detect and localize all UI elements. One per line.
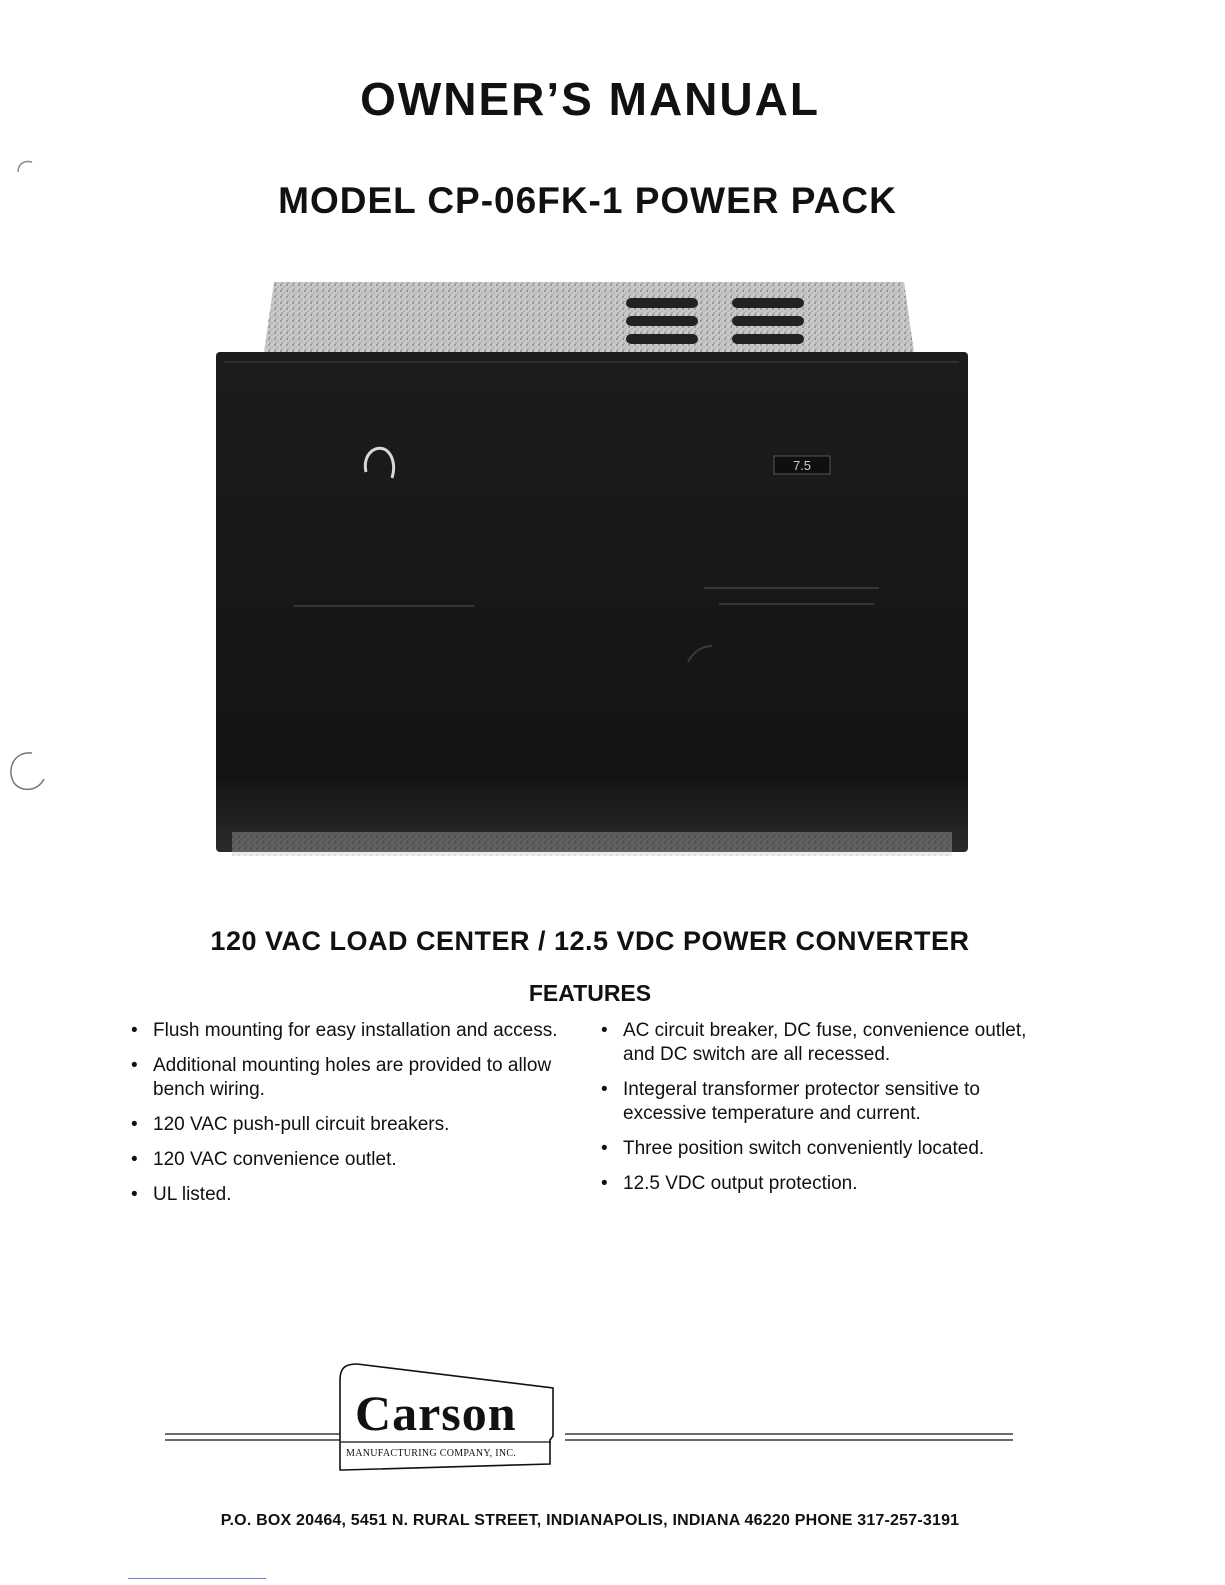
fuse-rating: 7.5 [792,458,812,473]
power-pack-photo [214,272,972,868]
company-logo-subtitle: MANUFACTURING COMPANY, INC. [346,1448,517,1459]
feature-item: • 12.5 VDC output protection. [601,1172,1061,1196]
feature-item: • UL listed. [131,1183,561,1207]
punch-hole [4,747,50,797]
divider [128,1578,266,1579]
front-panel [216,352,968,852]
company-logo-frame [165,1358,1015,1478]
features-heading: FEATURES [528,980,652,1006]
chassis-top [264,282,914,352]
feature-item: • 120 VAC push-pull circuit breakers. [131,1113,561,1137]
feature-item: • 120 VAC convenience outlet. [131,1148,561,1172]
model-subtitle: MODEL CP-06FK-1 POWER PACK [278,180,897,221]
feature-item: • AC circuit breaker, DC fuse, convenience outlet, and DC switch are all recessed. [601,1019,1061,1067]
feature-item: • Flush mounting for easy installation and access. [131,1019,561,1043]
product-tagline: 120 VAC LOAD CENTER / 12.5 VDC POWER CONVERTER [210,926,970,956]
feature-item: • Integeral transformer protector sensitive to excessive temperature and current. [601,1078,1061,1126]
feature-item: • Additional mounting holes are provided to allow bench wiring. [131,1054,561,1102]
feature-item: • Three position switch conveniently located. [601,1137,1061,1161]
company-logo-name: Carson [355,1385,517,1441]
features-left-column [131,1019,561,1218]
features-right-column [601,1019,1061,1207]
page-title: OWNER’S MANUAL [360,73,820,125]
company-address: P.O. BOX 20464, 5451 N. RURAL STREET, INDIANAPOLIS, INDIANA 46220 PHONE 317-257-3191 [220,1512,960,1529]
